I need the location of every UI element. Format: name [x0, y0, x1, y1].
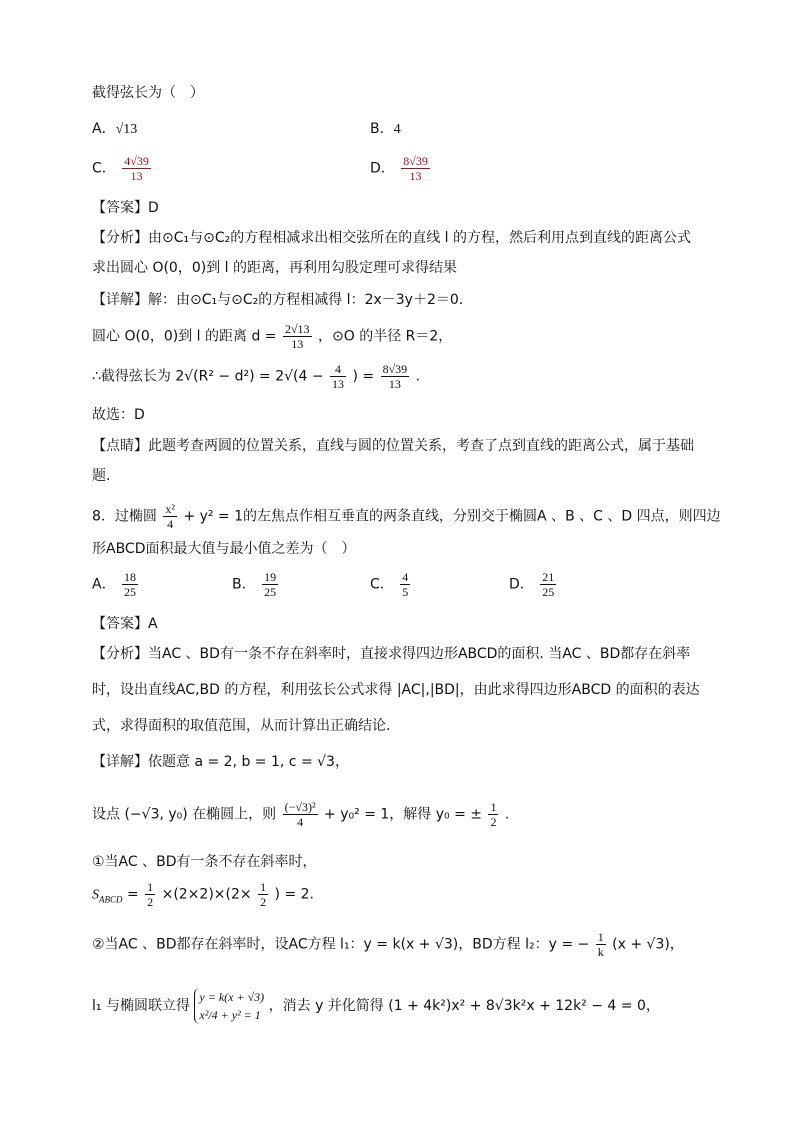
q8-option-c: C． $\frac{4}{5}$ [370, 570, 409, 599]
q7-answer: 【答案】D [92, 200, 159, 216]
q7-option-b: B．4 [370, 121, 401, 137]
q8-analysis-line1: 【分析】当AC 、BD有一条不存在斜率时，直接求得四边形ABCD的面积. 当AC 、BD都存在斜率 [92, 646, 691, 662]
q7-stem-tail: 截得弦长为（ ） [92, 85, 204, 101]
q8-option-b: B． $\frac{19}{25}$ [232, 570, 277, 599]
q8-analysis-line3: 式，求得面积的取值范围，从而计算出正确结论. [92, 718, 391, 734]
q8-option-d: D． $\frac{21}{25}$ [509, 570, 555, 599]
q7-analysis-line1: 【分析】由⊙C₁与⊙C₂的方程相减求出相交弦所在的直线 l 的方程，然后利用点到直线的距离公式 [92, 230, 692, 246]
q7-option-d: D． $\frac{8√39}{13}$ [370, 154, 428, 183]
q7-choice: 故选：D [92, 407, 145, 423]
q7-option-c: C． $\frac{4√39}{13}$ [92, 154, 149, 183]
q8-case1-line1: ①当AC 、BD有一条不存在斜率时， [92, 854, 317, 870]
q7-detail-line2: 圆心 O(0，0)到 l 的距离 d = $\frac{2√13}{13}$ ，⊙O 的半径 R＝2， [92, 322, 453, 351]
q8-analysis-line2: 时，设出直线AC,BD 的方程，利用弦长公式求得 |AC|,|BD|，由此求得四边形ABCD 的面积的表达 [92, 682, 700, 698]
q8-case2-line1: ②当AC 、BD都存在斜率时，设AC方程 l₁：y = k(x + √3)，BD方程 l₂：y = − $\frac{1}{k}$ (x + √3)， [92, 930, 684, 959]
q8-option-a: A． $\frac{18}{25}$ [92, 570, 137, 599]
q8-detail-line2: 设点 (−√3, y₀) 在椭圆上，则 $\frac{\text{(−√3)²}}{4}$ + y₀² = 1，解得 y₀ = ± $\frac{1}{2}$ . [92, 800, 510, 829]
q8-answer: 【答案】A [92, 616, 158, 632]
q8-stem-line2: 形ABCD面积最大值与最小值之差为（ ） [92, 541, 356, 557]
q8-case1-line2: $S_{ABCD}$ = $\frac{1}{2}$ ×(2×2)×(2× $\frac{1}{2}$ ) = 2. [92, 880, 314, 909]
q7-detail-line3: ∴截得弦长为 2√(R² − d²) = 2√(4 − $\frac{4}{13}$ ) = $\frac{8√39}{13}$ . [92, 362, 421, 391]
q7-detail-line1: 【详解】解：由⊙C₁与⊙C₂的方程相减得 l：2x－3y＋2＝0. [92, 292, 464, 308]
q7-comment-line1: 【点睛】此题考查两圆的位置关系，直线与圆的位置关系，考查了点到直线的距离公式，属于基础 [92, 438, 694, 454]
q8-detail-line1: 【详解】依题意 a = 2, b = 1, c = √3， [92, 754, 349, 770]
q7-comment-line2: 题. [92, 468, 111, 484]
q7-option-a: A．√13 [92, 121, 138, 137]
q7-analysis-line2: 求出圆心 O(0，0)到 l 的距离，再利用勾股定理可求得结果 [92, 260, 457, 276]
q8-stem-line1: 8．过椭圆 $\frac{\text{x²}}{4}$ + y² = 1的左焦点作相互垂直的两条直线，分别交于椭圆A 、B 、C 、D 四点，则四边 [92, 502, 721, 531]
q8-case2-line2: l₁ 与椭圆联立得 y = k(x + √3) x²/4 + y² = 1 ，消去 y 并化简得 (1 + 4k²)x² + 8√3k²x + 12k² − 4 = 0， [92, 990, 660, 1022]
equation-system: y = k(x + √3) x²/4 + y² = 1 [194, 988, 264, 1024]
